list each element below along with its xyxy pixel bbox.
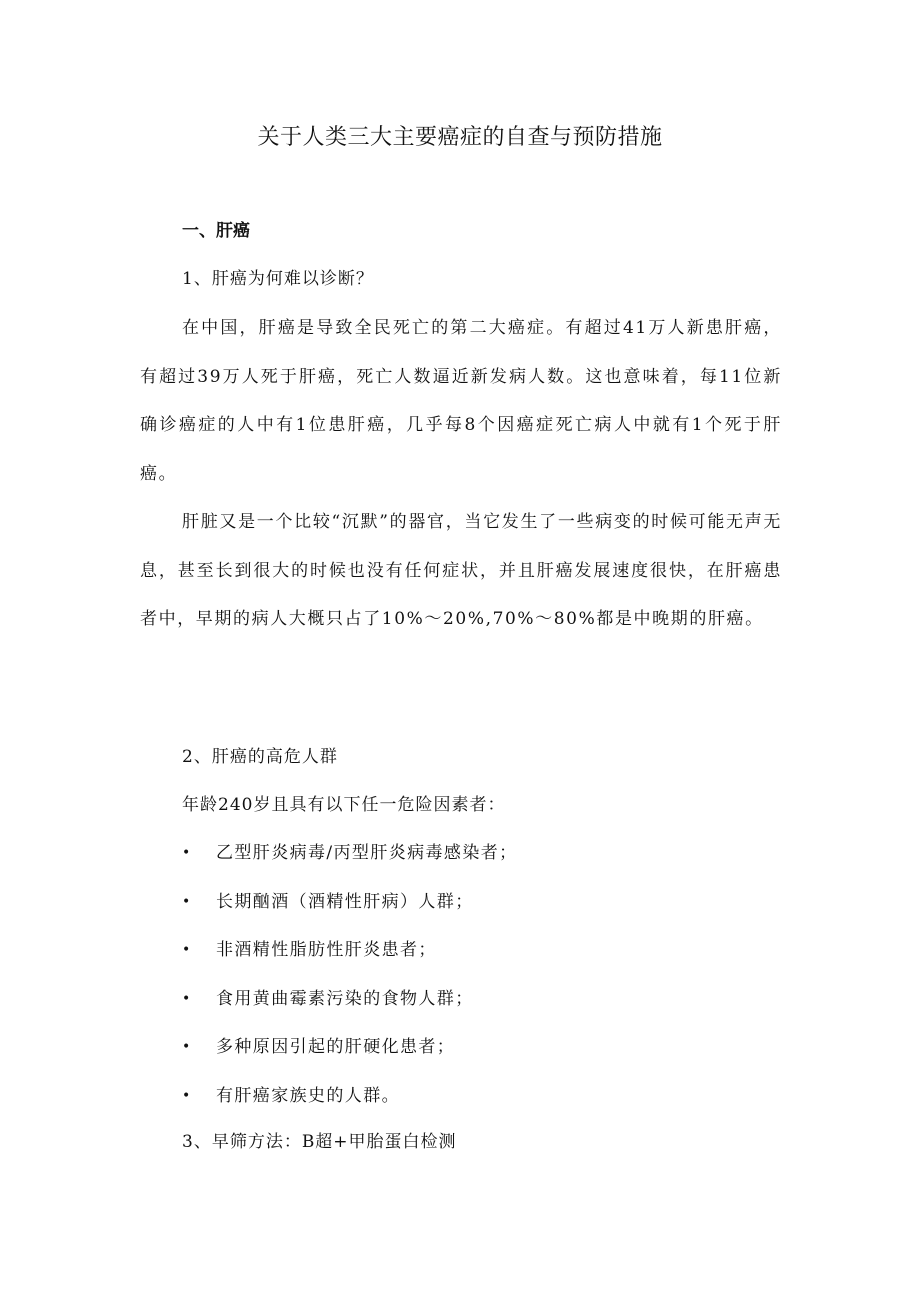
risk-factor-list (0, 838, 920, 1130)
bullet-icon: • (182, 1087, 192, 1104)
paragraph-statistics: 在中国，肝癌是导致全民死亡的第二大癌症。有超过41万人新患肝癌，有超过39万人死于肝癌，死亡人数逼近新发病人数。这也意味着，每11位新确诊癌症的人中有1位患肝癌，几乎每8个因癌症死亡病人中就有1个死于肝癌。 (140, 318, 782, 484)
list-item (0, 1081, 920, 1130)
risk-factor-text: 有肝癌家族史的人群。 (216, 1085, 400, 1106)
list-item (0, 1032, 920, 1081)
list-item (0, 935, 920, 984)
list-item (0, 984, 920, 1033)
subheading-screening-method: 3、早筛方法：B超+甲胎蛋白检测 (182, 1132, 457, 1152)
subheading-high-risk-groups: 2、肝癌的高危人群 (182, 747, 338, 767)
paragraph-silent-organ: 肝脏又是一个比较“沉默”的器官，当它发生了一些病变的时候可能无声无息，甚至长到很大的时候也没有任何症状，并且肝癌发展速度很快，在肝癌患者中，早期的病人大概只占了10%～20%,70%～80%都是中晚期的肝癌。 (140, 512, 782, 629)
subheading-why-hard-to-diagnose: 1、肝癌为何难以诊断？ (182, 269, 374, 289)
bullet-icon: • (182, 942, 192, 959)
risk-factor-text: 多种原因引起的肝硬化患者； (216, 1037, 456, 1058)
bullet-icon: • (182, 1039, 192, 1056)
risk-factor-text: 长期酗酒（酒精性肝病）人群； (216, 891, 474, 912)
risk-intro-text: 年龄240岁且具有以下任一危险因素者： (182, 795, 506, 815)
risk-factor-text: 食用黄曲霉素污染的食物人群； (216, 988, 474, 1009)
risk-factor-text: 非酒精性脂肪性肝炎患者； (216, 940, 437, 961)
list-item (0, 887, 920, 936)
bullet-icon: • (182, 893, 192, 910)
section-heading-liver-cancer: 一、肝癌 (182, 221, 250, 241)
bullet-icon: • (182, 990, 192, 1007)
risk-factor-text: 乙型肝炎病毒/丙型肝炎病毒感染者； (216, 843, 518, 863)
document-title: 关于人类三大主要癌症的自查与预防措施 (257, 125, 663, 150)
bullet-icon: • (182, 845, 192, 861)
list-item (0, 838, 920, 887)
